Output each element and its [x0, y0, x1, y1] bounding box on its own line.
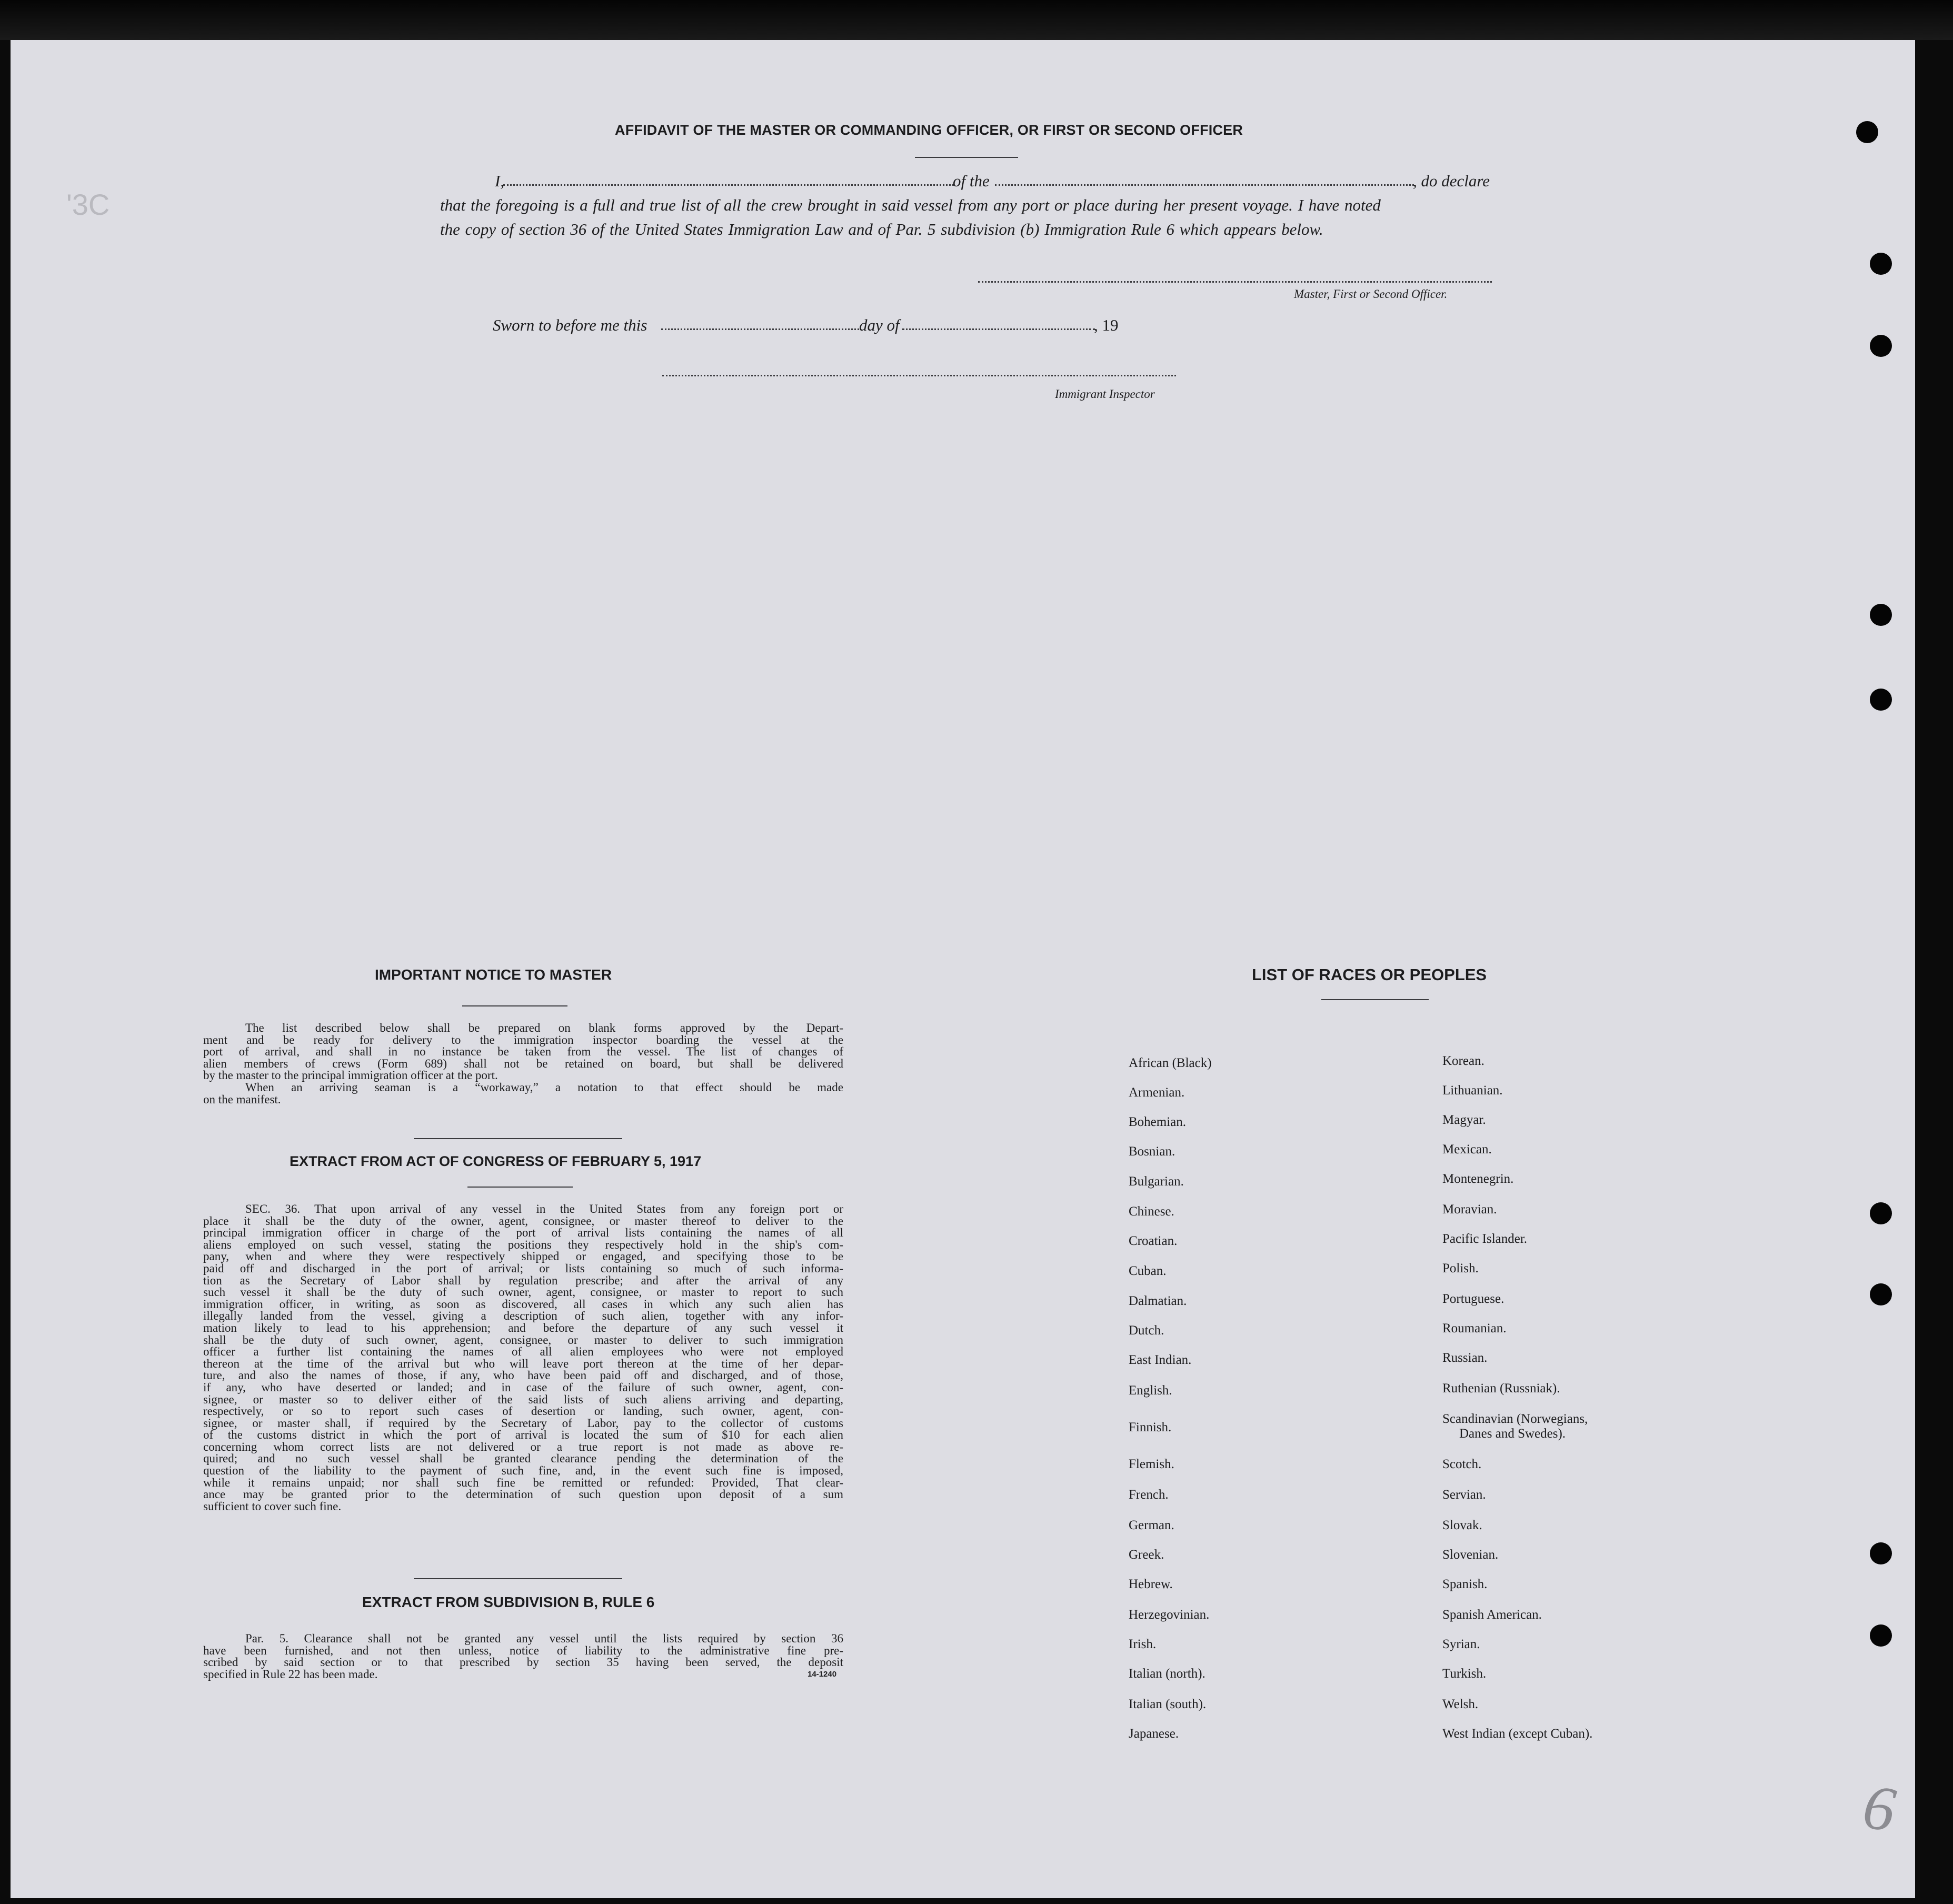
race-item: Chinese. [1129, 1204, 1174, 1219]
race-item: Danes and Swedes). [1459, 1427, 1566, 1441]
sworn-prefix: Sworn to before me this [493, 316, 647, 334]
extract-act-line: while it remains unpaid; nor shall such fine be remitted or refunded: Provided, That clear- [203, 1476, 843, 1489]
extract-rule-paragraph [203, 1633, 843, 1680]
punch-hole [1870, 1202, 1892, 1224]
races-rule [1321, 999, 1429, 1000]
notice-line: ment and be ready for delivery to the immigration inspector boarding the vessel at the [203, 1033, 843, 1046]
affidavit-i-label: I, [495, 172, 505, 190]
scan-top-border [0, 0, 1953, 40]
margin-stamp: '3C [66, 188, 110, 221]
extract-act-line: tion as the Secretary of Labor shall by regulation prescribe; and after the arrival of any [203, 1273, 843, 1287]
race-item: Bulgarian. [1129, 1174, 1184, 1189]
extract-act-line: such vessel it shall be the duty of such owner, agent, consignee, or master to report to such [203, 1285, 843, 1299]
notice-line: by the master to the principal immigration officer at the port. [203, 1069, 498, 1082]
punch-hole [1870, 335, 1892, 357]
race-item: Finnish. [1129, 1420, 1172, 1434]
signature-field[interactable] [978, 281, 1492, 283]
sworn-day-of-label: day of [859, 316, 900, 334]
race-item: Cuban. [1129, 1264, 1167, 1278]
extract-act-line: principal immigration officer in charge of the port of arrival lists containing the names of all [203, 1226, 843, 1240]
race-item: Slovak. [1442, 1518, 1482, 1532]
sworn-year-label: , 19 [1094, 316, 1119, 334]
race-item: Lithuanian. [1442, 1083, 1503, 1098]
sworn-day-field[interactable] [661, 328, 859, 330]
extract-act-line: signee, or master so to deliver either of the said lists of such aliens arriving and departing, [203, 1392, 843, 1406]
races-title: LIST OF RACES OR PEOPLES [1252, 965, 1487, 984]
extract-act-rule [467, 1187, 573, 1188]
race-item: Italian (south). [1129, 1697, 1207, 1711]
race-item: Turkish. [1442, 1667, 1487, 1681]
race-item: Bohemian. [1129, 1115, 1187, 1129]
extract-act-line: immigration officer, in writing, as soon as discovered, all cases in which any such alien has [203, 1297, 843, 1311]
extract-rule-title: EXTRACT FROM SUBDIVISION B, RULE 6 [362, 1594, 655, 1610]
race-item: Scotch. [1442, 1457, 1482, 1471]
extract-act-line: concerning whom correct lists are not delivered or a true report is not made as above re- [203, 1440, 843, 1453]
section-divider [414, 1138, 622, 1139]
punch-hole [1870, 604, 1892, 626]
race-item: Welsh. [1442, 1697, 1479, 1711]
race-item: French. [1129, 1488, 1169, 1502]
extract-act-line: paid off and discharged in the port of arrival; or lists containing so much of such informa- [203, 1261, 843, 1275]
notice-line: port of arrival, and shall in no instance be taken from the vessel. The list of changes of [203, 1045, 843, 1059]
race-item: Armenian. [1129, 1085, 1185, 1100]
affidavit-line-3: the copy of section 36 of the United States Immigration Law and of Par. 5 subdivision (b) Immigration Rule 6 which appears below. [440, 220, 1323, 238]
extract-act-line: SEC. 36. That upon arrival of any vessel in the United States from any foreign port or [245, 1202, 843, 1215]
affidavit-title: AFFIDAVIT OF THE MASTER OR COMMANDING OFFICER, OR FIRST OR SECOND OFFICER [615, 122, 1243, 138]
race-item: Irish. [1129, 1637, 1157, 1651]
race-item: Polish. [1442, 1261, 1479, 1275]
race-item: Mexican. [1442, 1142, 1492, 1157]
extract-rule-line: Par. 5. Clearance shall not be granted any vessel until the lists required by section 36 [245, 1632, 843, 1645]
race-item: Montenegrin. [1442, 1172, 1514, 1186]
notice-rule [462, 1005, 567, 1006]
race-item: Moravian. [1442, 1202, 1497, 1217]
extract-act-line: respectively, or so to report such cases of desertion or landing, such owner, agent, con- [203, 1404, 843, 1418]
document-page [11, 40, 1915, 1898]
race-item: Bosnian. [1129, 1144, 1175, 1159]
race-item: Spanish American. [1442, 1608, 1542, 1622]
extract-act-line: ance may be granted prior to the determination of such question upon deposit of a sum [203, 1488, 843, 1501]
race-item: Russian. [1442, 1351, 1488, 1365]
punch-hole [1870, 1283, 1892, 1305]
race-item: German. [1129, 1518, 1174, 1532]
extract-act-line: question of the liability to the payment of such fine, and, in the event such fine is imposed, [203, 1464, 843, 1478]
sworn-month-field[interactable] [902, 328, 1095, 330]
extract-act-title: EXTRACT FROM ACT OF CONGRESS OF FEBRUARY 5, 1917 [290, 1153, 702, 1169]
extract-act-line: officer a further list containing the names of all alien employees who were not employed [203, 1345, 843, 1359]
race-item: Croatian. [1129, 1234, 1178, 1248]
extract-act-paragraph [203, 1203, 843, 1512]
punch-hole [1856, 121, 1878, 143]
race-item: Spanish. [1442, 1577, 1488, 1591]
affidavit-declare-label: , do declare [1413, 172, 1490, 190]
race-item: East Indian. [1129, 1353, 1192, 1367]
extract-act-line: place it shall be the duty of the owner, agent, consignee, or master thereof to deliver to the [203, 1214, 843, 1228]
extract-rule-line: scribed by said section or to that prescribed by section 35 having been served, the deposit [203, 1656, 843, 1669]
affidavit-line-2: that the foregoing is a full and true list of all the crew brought in said vessel from any port or place during her present voyage. I have noted [440, 196, 1381, 214]
section-divider [414, 1578, 622, 1579]
race-item: Greek. [1129, 1548, 1164, 1562]
race-item: Magyar. [1442, 1113, 1486, 1127]
extract-act-line: aliens employed on such vessel, stating the positions they respectively hold in the ship's com- [203, 1238, 843, 1251]
punch-hole [1870, 253, 1892, 275]
extract-act-line: if any, who have deserted or landed; and in case of the failure of such owner, agent, con- [203, 1380, 843, 1394]
race-item: English. [1129, 1383, 1172, 1398]
affidavit-of-the-label: of the [953, 172, 990, 190]
race-item: Italian (north). [1129, 1667, 1205, 1681]
notice-line: When an arriving seaman is a “workaway,” a notation to that effect should be made [245, 1080, 843, 1094]
race-item: Hebrew. [1129, 1577, 1173, 1591]
inspector-signature-field[interactable] [662, 375, 1176, 376]
extract-act-line: quired; and no such vessel shall be granted clearance pending the determination of the [203, 1452, 843, 1466]
form-number: 14-1240 [808, 1670, 837, 1679]
corner-handwriting: 6 [1859, 1771, 1900, 1845]
title-rule [915, 157, 1018, 158]
name-field[interactable] [503, 184, 954, 186]
race-item: African (Black) [1129, 1056, 1212, 1070]
race-item: Dalmatian. [1129, 1294, 1187, 1308]
extract-act-line: shall be the duty of such owner, agent, consignee, or master to deliver to such immigration [203, 1333, 843, 1347]
race-item: Japanese. [1129, 1727, 1179, 1741]
race-item: Slovenian. [1442, 1548, 1499, 1562]
race-item: Ruthenian (Russniak). [1442, 1381, 1560, 1395]
race-item: Herzegovinian. [1129, 1608, 1210, 1622]
extract-act-line: signee, or master shall, if required by the Secretary of Labor, pay to the collector of customs [203, 1416, 843, 1430]
race-item: Roumanian. [1442, 1321, 1507, 1335]
notice-paragraph-1 [203, 1022, 843, 1105]
inspector-label: Immigrant Inspector [1055, 387, 1155, 401]
notice-line: The list described below shall be prepared on blank forms approved by the Depart- [245, 1021, 843, 1034]
race-item: Dutch. [1129, 1323, 1164, 1338]
extract-act-line: illegally landed from the vessel, giving a description of such alien, together with any infor- [203, 1309, 843, 1323]
race-item: Syrian. [1442, 1637, 1480, 1651]
extract-act-line: sufficient to cover such fine. [203, 1499, 342, 1513]
race-item: Scandinavian (Norwegians, [1442, 1412, 1588, 1426]
race-item: Portuguese. [1442, 1292, 1504, 1306]
punch-hole [1870, 1542, 1892, 1564]
race-item: Pacific Islander. [1442, 1232, 1528, 1246]
extract-act-line: pany, when and where they were respectively shipped or engaged, and specifying those to be [203, 1250, 843, 1263]
notice-line: on the manifest. [203, 1092, 281, 1106]
race-item: Servian. [1442, 1488, 1486, 1502]
punch-hole [1870, 1624, 1892, 1647]
vessel-field[interactable] [995, 184, 1414, 186]
race-item: West Indian (except Cuban). [1442, 1727, 1593, 1741]
extract-act-line: of the customs district in which the port of arrival is located the sum of $10 for each alien [203, 1428, 843, 1442]
notice-line: alien members of crews (Form 689) shall not be retained on board, but shall be delivered [203, 1056, 843, 1070]
extract-rule-line: specified in Rule 22 has been made. [203, 1667, 378, 1681]
race-item: Korean. [1442, 1054, 1484, 1068]
notice-title: IMPORTANT NOTICE TO MASTER [375, 966, 612, 983]
extract-act-line: thereon at the time of the arrival but who will leave port thereon at the time of her depar- [203, 1357, 843, 1370]
extract-rule-line: have been furnished, and not then unless, notice of liability to the administrative fine pre- [203, 1643, 843, 1657]
race-item: Flemish. [1129, 1457, 1174, 1471]
signature-label: Master, First or Second Officer. [1294, 287, 1448, 301]
extract-act-line: ture, and also the names of those, if any, who have been paid off and discharged, and of those, [203, 1369, 843, 1382]
extract-act-line: mation likely to lead to his apprehension; and before the departure of any such vessel it [203, 1321, 843, 1334]
punch-hole [1870, 689, 1892, 711]
